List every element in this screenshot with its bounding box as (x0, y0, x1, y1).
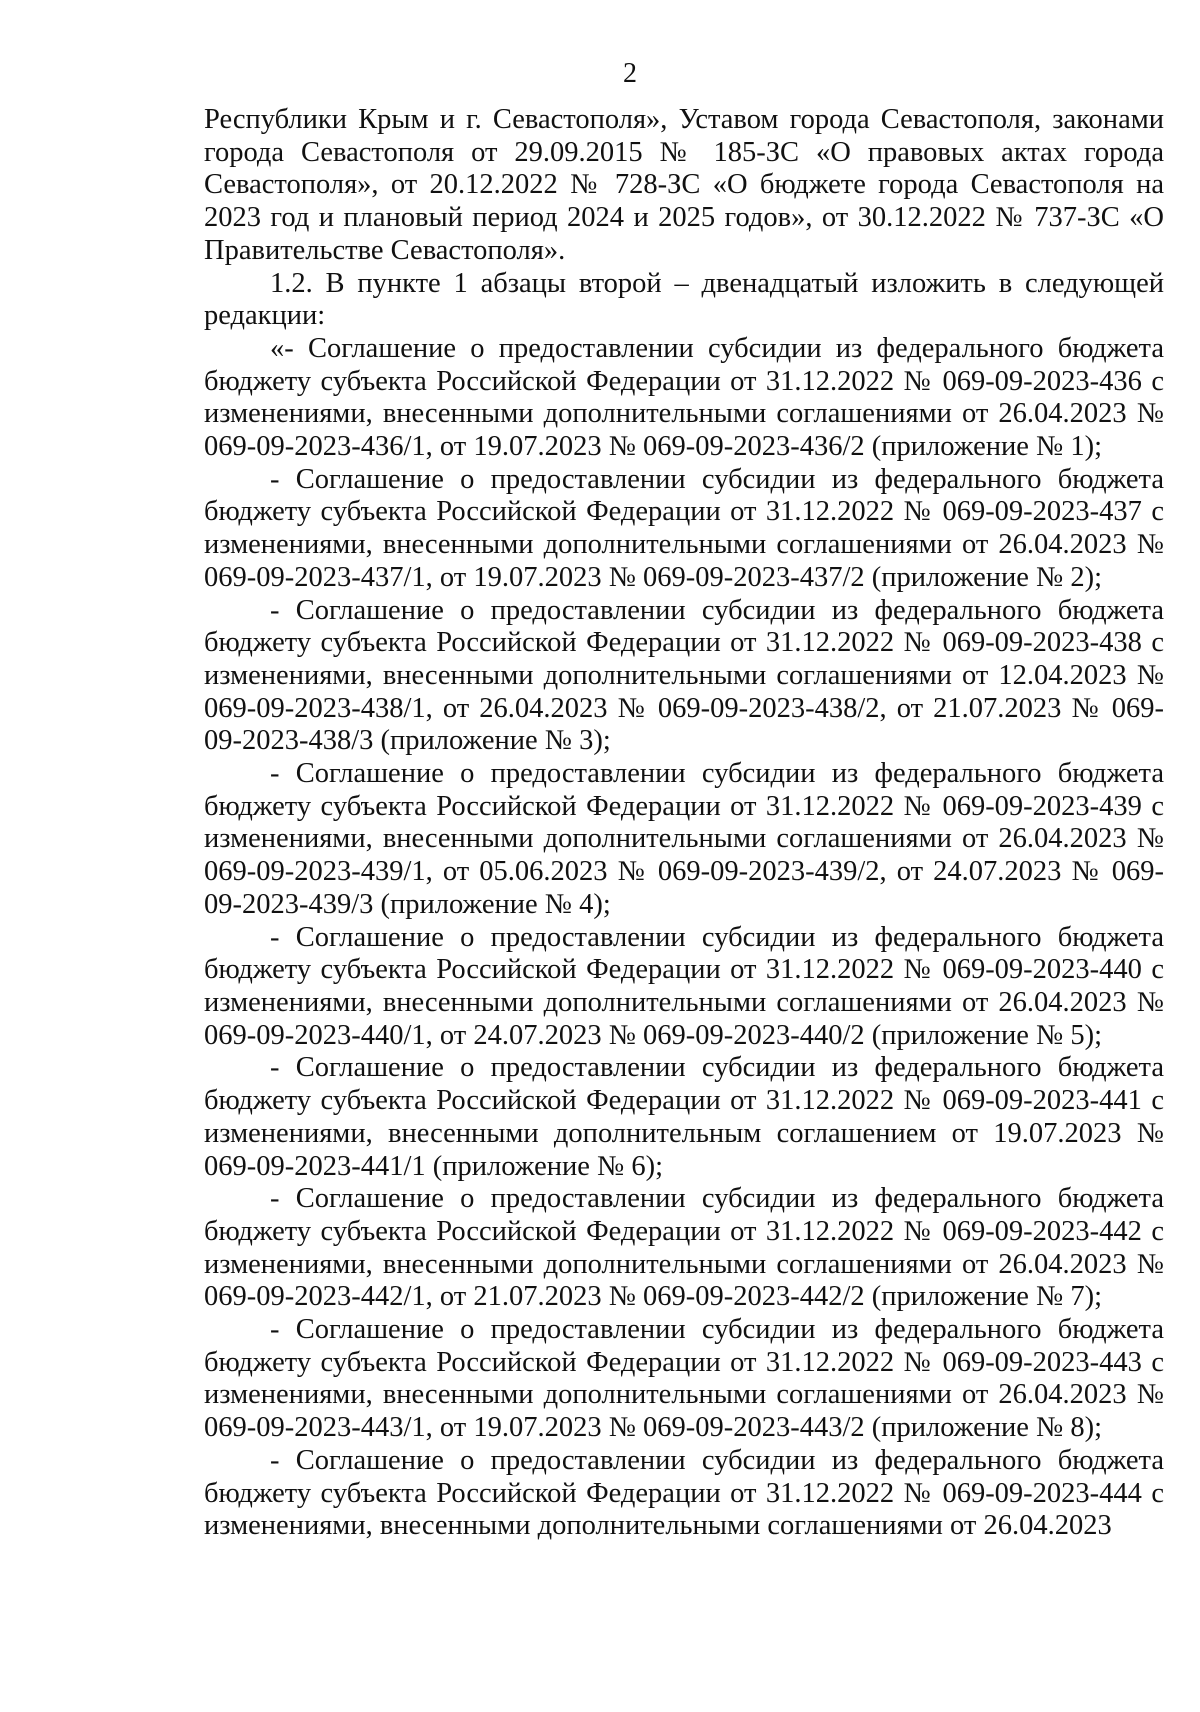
agreement-item-3: - Соглашение о предоставлении субсидии из федерального бюджета бюджету субъекта Российской Федерации от 31.12.2022 № 069-09-2023-438 с изменениями, внесенными дополнительными соглашениями от 12.04.2023 № 069-09-2023-438/1, от 26.04.2023 № 069-09-2023-438/2, от 21.07.2023 № 069-09-2023-438/3 (приложение № 3); (204, 594, 1164, 757)
page-number: 2 (623, 58, 637, 89)
agreement-item-8: - Соглашение о предоставлении субсидии из федерального бюджета бюджету субъекта Российской Федерации от 31.12.2022 № 069-09-2023-443 с изменениями, внесенными дополнительными соглашениями от 26.04.2023 № 069-09-2023-443/1, от 19.07.2023 № 069-09-2023-443/2 (приложение № 8); (204, 1314, 1164, 1444)
agreement-item-2: - Соглашение о предоставлении субсидии из федерального бюджета бюджету субъекта Российской Федерации от 31.12.2022 № 069-09-2023-437 с изменениями, внесенными дополнительными соглашениями от 26.04.2023 № 069-09-2023-437/1, от 19.07.2023 № 069-09-2023-437/2 (приложение № 2); (204, 463, 1164, 593)
agreement-item-7: - Соглашение о предоставлении субсидии из федерального бюджета бюджету субъекта Российской Федерации от 31.12.2022 № 069-09-2023-442 с изменениями, внесенными дополнительными соглашениями от 26.04.2023 № 069-09-2023-442/1, от 21.07.2023 № 069-09-2023-442/2 (приложение № 7); (204, 1183, 1164, 1313)
agreement-item-9: - Соглашение о предоставлении субсидии из федерального бюджета бюджету субъекта Российской Федерации от 31.12.2022 № 069-09-2023-444 с изменениями, внесенными дополнительными соглашениями от 26.04.2023 (204, 1444, 1164, 1542)
agreement-item-4: - Соглашение о предоставлении субсидии из федерального бюджета бюджету субъекта Российской Федерации от 31.12.2022 № 069-09-2023-439 с изменениями, внесенными дополнительными соглашениями от 26.04.2023 № 069-09-2023-439/1, от 05.06.2023 № 069-09-2023-439/2, от 24.07.2023 № 069-09-2023-439/3 (приложение № 4); (204, 758, 1164, 920)
agreement-item-5: - Соглашение о предоставлении субсидии из федерального бюджета бюджету субъекта Российской Федерации от 31.12.2022 № 069-09-2023-440 с изменениями, внесенными дополнительными соглашениями от 26.04.2023 № 069-09-2023-440/1, от 24.07.2023 № 069-09-2023-440/2 (приложение № 5); (204, 921, 1164, 1051)
paragraph-legal-basis-continuation: Республики Крым и г. Севастополя», Уставом города Севастополя, законами города Севастополя от 29.09.2015 № 185-ЗС «О правовых актах города Севастополя», от 20.12.2022 № 728-ЗС «О бюджете города Севастополя на 2023 год и плановый период 2024 и 2025 годов», от 30.12.2022 № 737-ЗС «О Правительстве Севастополя». (204, 104, 1164, 266)
agreement-item-6: - Соглашение о предоставлении субсидии из федерального бюджета бюджету субъекта Российской Федерации от 31.12.2022 № 069-09-2023-441 с изменениями, внесенными дополнительным соглашением от 19.07.2023 № 069-09-2023-441/1 (приложение № 6); (204, 1052, 1164, 1182)
agreement-item-1: «- Соглашение о предоставлении субсидии из федерального бюджета бюджету субъекта Российской Федерации от 31.12.2022 № 069-09-2023-436 с изменениями, внесенными дополнительными соглашениями от 26.04.2023 № 069-09-2023-436/1, от 19.07.2023 № 069-09-2023-436/2 (приложение № 1); (204, 332, 1164, 463)
document-body (204, 104, 1164, 1543)
paragraph-clause-1-2: 1.2. В пункте 1 абзацы второй – двенадцатый изложить в следующей редакции: (204, 267, 1164, 332)
